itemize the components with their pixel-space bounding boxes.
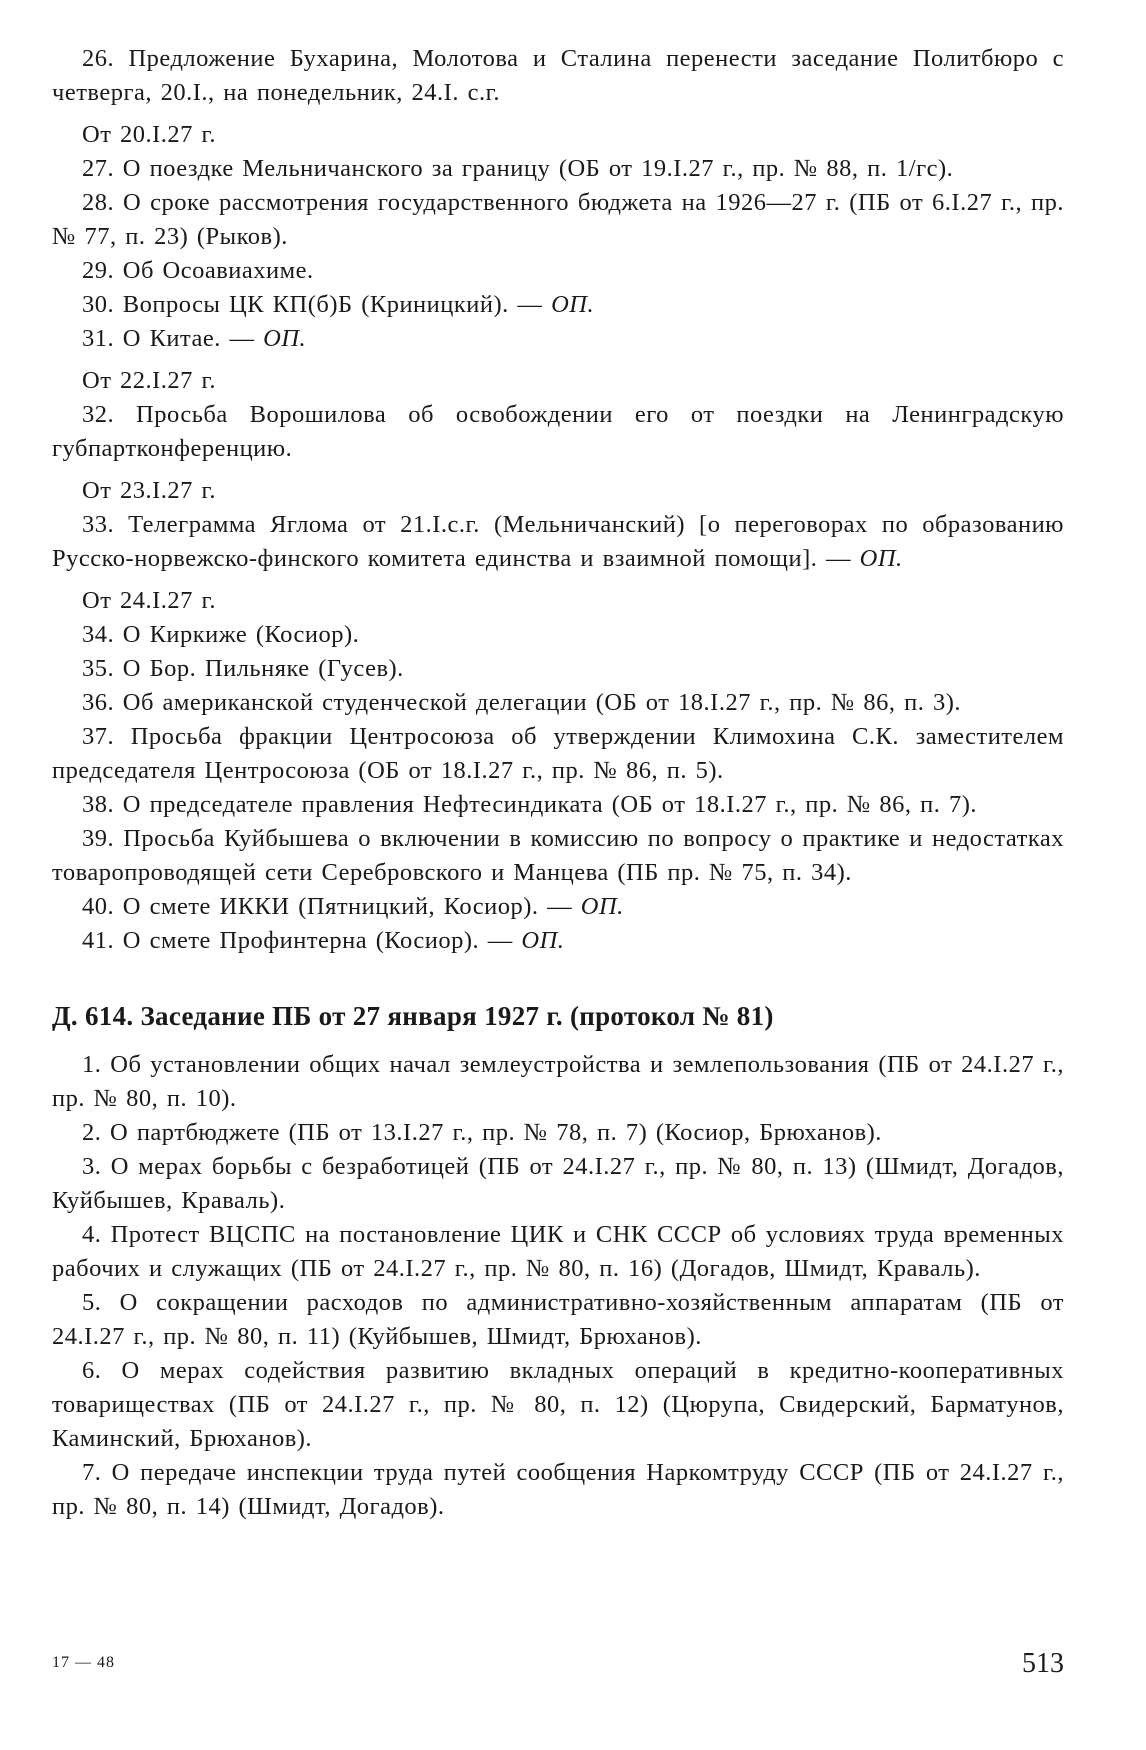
agenda-item: 5. О сокращении расходов по административно-хозяйственным аппаратам (ПБ от 24.I.27 г., пр. № 80, п. 11) (Куйбышев, Шмидт, Брюханов).: [52, 1289, 1064, 1350]
page-footer: [52, 1648, 1064, 1688]
list-item: [52, 924, 1064, 958]
list-item-text: 41. О смете Профинтерна (Косиор). —: [82, 927, 513, 954]
list-item: [52, 890, 1064, 924]
list-item: [52, 288, 1064, 322]
list-item: [52, 322, 1064, 356]
date-line: От 20.I.27 г.: [82, 121, 216, 148]
list-item-text: 33. Телеграмма Яглома от 21.I.с.г. (Мельничанский) [о переговорах по образованию Русско-норвежско-финского комитета единства и взаимной помощи]. —: [52, 511, 1064, 572]
op-mark: ОП.: [859, 545, 903, 572]
list-item-text: 30. Вопросы ЦК КП(б)Б (Криницкий). —: [82, 291, 543, 318]
op-mark: ОП.: [263, 325, 307, 352]
agenda-item: 6. О мерах содействия развитию вкладных операций в кредитно-кооперативных товариществах (ПБ от 24.I.27 г., пр. № 80, п. 12) (Цюрупа, Свидерский, Барматунов, Каминский, Брюханов).: [52, 1357, 1064, 1452]
agenda-item: 7. О передаче инспекции труда путей сообщения Наркомтруду СССР (ПБ от 24.I.27 г., пр. № 80, п. 14) (Шмидт, Догадов).: [52, 1459, 1064, 1520]
document-page: [52, 42, 1064, 1524]
list-item: 37. Просьба фракции Центросоюза об утверждении Климохина С.К. заместителем председателя Центросоюза (ОБ от 18.I.27 г., пр. № 86, п. 5).: [52, 723, 1064, 784]
op-mark: ОП.: [521, 927, 565, 954]
list-item: 34. О Киркиже (Косиор).: [82, 621, 360, 648]
list-item: [52, 508, 1064, 576]
list-item: 32. Просьба Ворошилова об освобождении его от поездки на Ленинградскую губпартконференцию.: [52, 401, 1064, 462]
list-item: 29. Об Осоавиахиме.: [82, 257, 314, 284]
list-item-text: 31. О Китае. —: [82, 325, 255, 352]
list-item: 36. Об американской студенческой делегации (ОБ от 18.I.27 г., пр. № 86, п. 3).: [82, 689, 962, 716]
op-mark: ОП.: [580, 893, 624, 920]
agenda-item: 4. Протест ВЦСПС на постановление ЦИК и СНК СССР об условиях труда временных рабочих и служащих (ПБ от 24.I.27 г., пр. № 80, п. 16) (Догадов, Шмидт, Краваль).: [52, 1221, 1064, 1282]
section-heading: Д. 614. Заседание ПБ от 27 января 1927 г. (протокол № 81): [52, 1001, 774, 1031]
list-item: 26. Предложение Бухарина, Молотова и Сталина перенести заседание Политбюро с четверга, 20.I., на понедельник, 24.I. с.г.: [52, 45, 1064, 106]
date-line: От 22.I.27 г.: [82, 367, 216, 394]
page-number: 513: [1022, 1648, 1064, 1679]
date-line: От 24.I.27 г.: [82, 587, 216, 614]
list-item: 27. О поездке Мельничанского за границу (ОБ от 19.I.27 г., пр. № 88, п. 1/гс).: [82, 155, 954, 182]
date-line: От 23.I.27 г.: [82, 477, 216, 504]
list-item: 39. Просьба Куйбышева о включении в комиссию по вопросу о практике и недостатках товаропроводящей сети Серебровского и Манцева (ПБ пр. № 75, п. 34).: [52, 825, 1064, 886]
agenda-item: 1. Об установлении общих начал землеустройства и землепользования (ПБ от 24.I.27 г., пр. № 80, п. 10).: [52, 1051, 1064, 1112]
list-item-text: 40. О смете ИККИ (Пятницкий, Косиор). —: [82, 893, 573, 920]
agenda-item: 2. О партбюджете (ПБ от 13.I.27 г., пр. № 78, п. 7) (Косиор, Брюханов).: [82, 1119, 882, 1146]
list-item: 28. О сроке рассмотрения государственного бюджета на 1926—27 г. (ПБ от 6.I.27 г., пр. № 77, п. 23) (Рыков).: [52, 189, 1064, 250]
agenda-item: 3. О мерах борьбы с безработицей (ПБ от 24.I.27 г., пр. № 80, п. 13) (Шмидт, Догадов, Куйбышев, Краваль).: [52, 1153, 1064, 1214]
printer-signature: 17 — 48: [52, 1654, 115, 1671]
list-item: 38. О председателе правления Нефтесиндиката (ОБ от 18.I.27 г., пр. № 86, п. 7).: [82, 791, 978, 818]
list-item: 35. О Бор. Пильняке (Гусев).: [82, 655, 404, 682]
op-mark: ОП.: [551, 291, 595, 318]
